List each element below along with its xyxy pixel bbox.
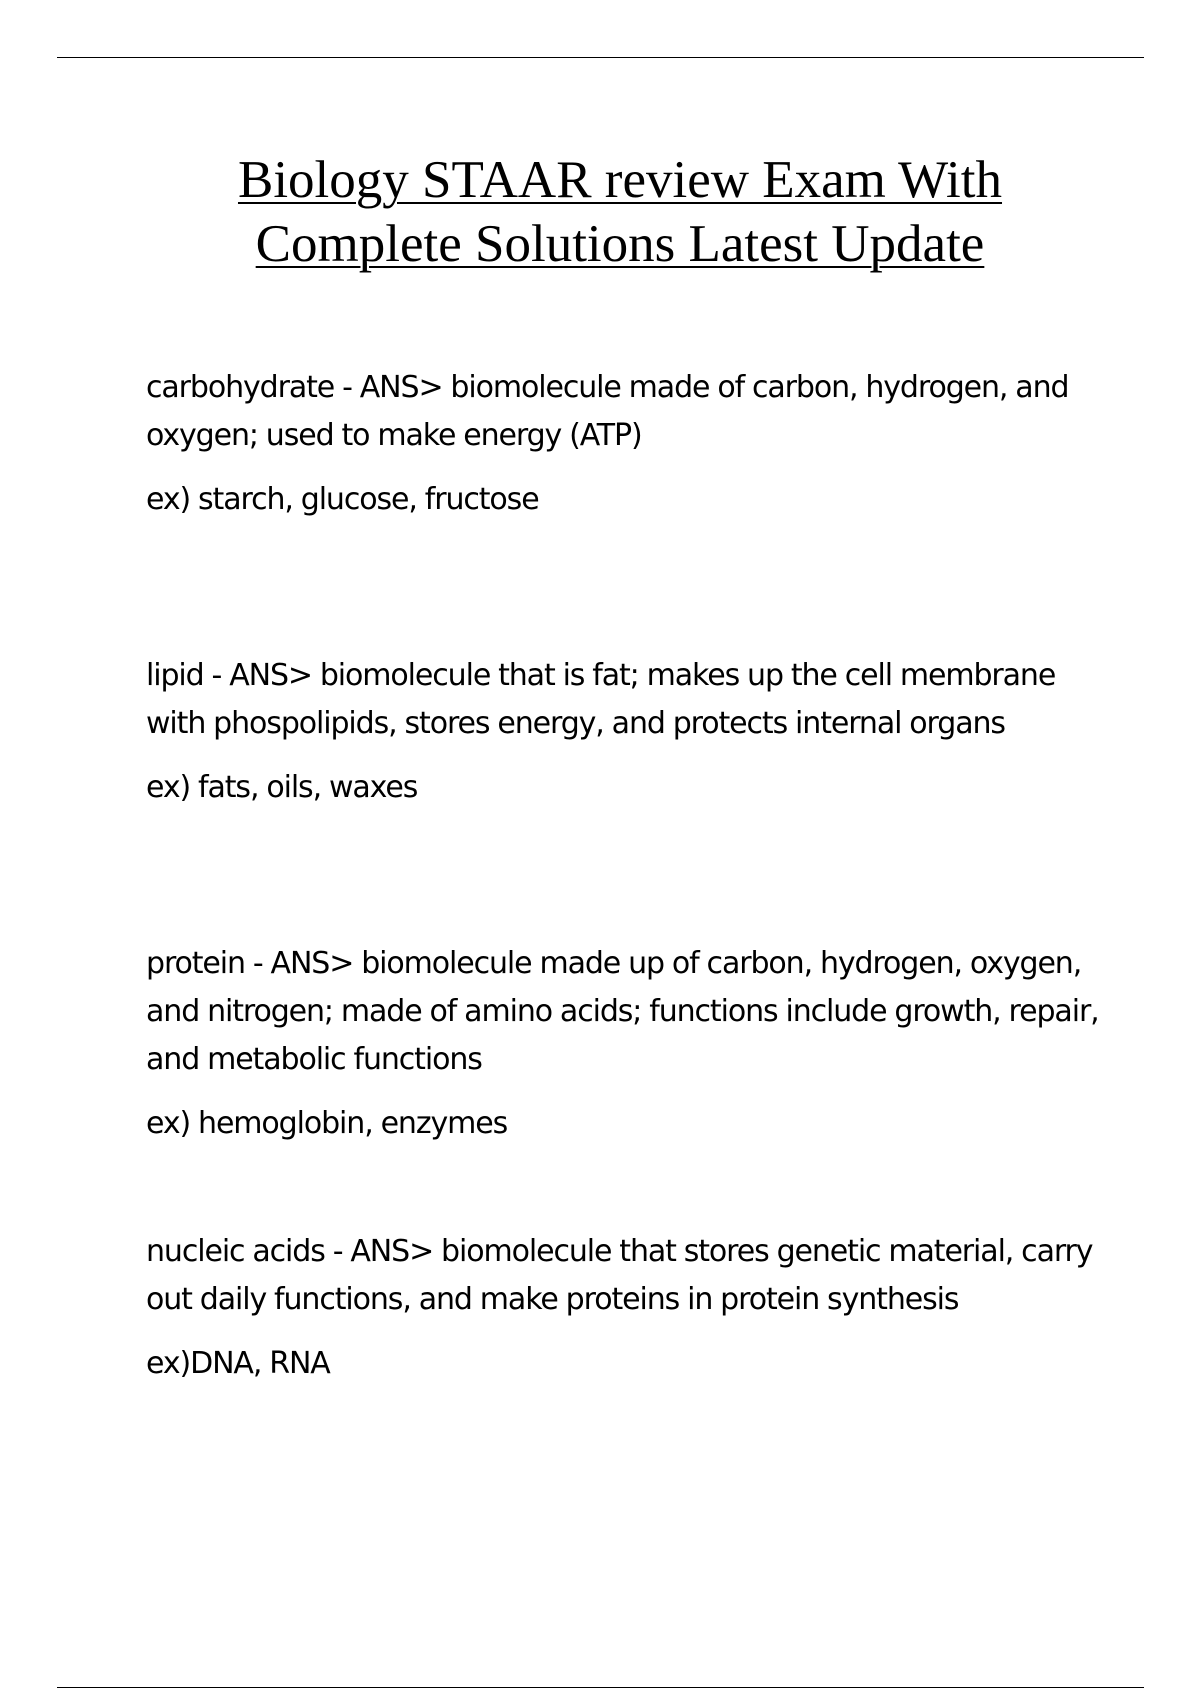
entry-carbohydrate: [146, 364, 1106, 652]
entry-definition: nucleic acids - ANS> biomolecule that stores genetic material, carry out daily functions, and make proteins in protein synthesis: [146, 1234, 1093, 1317]
title-line-2: Complete Solutions Latest Update: [255, 215, 985, 273]
header-rule: [57, 57, 1144, 58]
entry-example: ex) fats, oils, waxes: [146, 770, 418, 805]
document-title: [120, 148, 1120, 276]
entry-definition: protein - ANS> biomolecule made up of carbon, hydrogen, oxygen, and nitrogen; made of amino acids; functions include growth, repair, and metabolic functions: [146, 946, 1099, 1077]
entry-example: ex) hemoglobin, enzymes: [146, 1106, 508, 1141]
entry-protein: [146, 940, 1106, 1228]
entry-definition: lipid - ANS> biomolecule that is fat; makes up the cell membrane with phospolipids, stores energy, and protects internal organs: [146, 658, 1056, 741]
footer-rule: [57, 1687, 1144, 1688]
entry-example: ex) starch, glucose, fructose: [146, 482, 539, 517]
entry-nucleic-acids: [146, 1228, 1106, 1516]
entry-example: ex)DNA, RNA: [146, 1346, 330, 1381]
entry-definition: carbohydrate - ANS> biomolecule made of carbon, hydrogen, and oxygen; used to make energy (ATP): [146, 370, 1069, 453]
entry-list: [146, 364, 1106, 1516]
entry-lipid: [146, 652, 1106, 940]
title-line-1: Biology STAAR review Exam With: [237, 151, 1003, 209]
